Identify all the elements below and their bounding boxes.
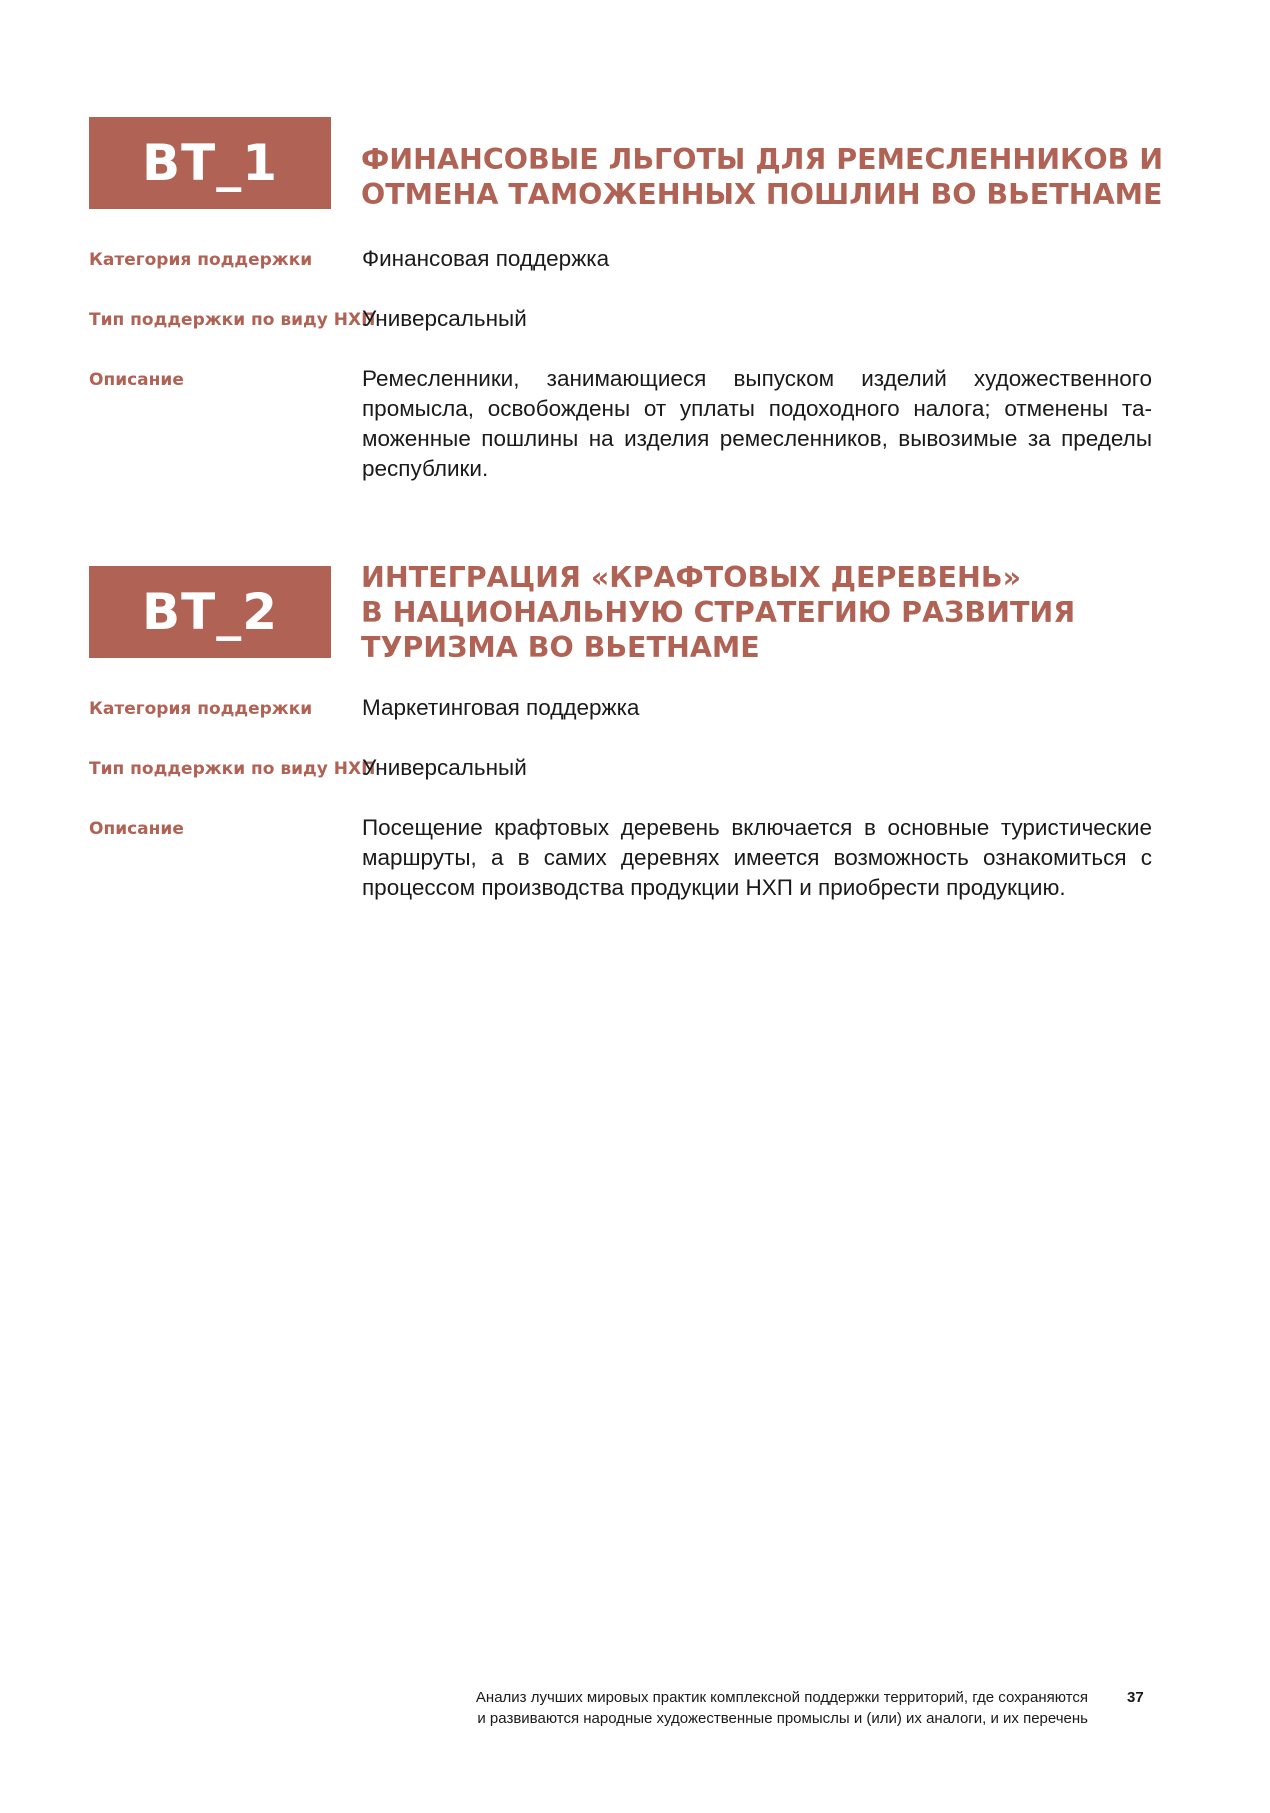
field-label-support-type: Тип поддержки по виду НХП	[89, 310, 376, 330]
page-number: 37	[1127, 1689, 1144, 1706]
field-value-category: Маркетинговая поддержка	[362, 695, 640, 720]
field-label-support-type: Тип поддержки по виду НХП	[89, 759, 376, 779]
section-code-badge: BT_1	[89, 117, 331, 209]
field-label-category: Категория поддержки	[89, 250, 313, 270]
section-title: ФИНАНСОВЫЕ ЛЬГОТЫ ДЛЯ РЕМЕСЛЕННИКОВ И ОТМЕНА ТАМОЖЕННЫХ ПОШЛИН ВО ВЬЕТНАМЕ	[361, 143, 1164, 211]
field-value-description: Посещение крафтовых деревень включается в основные туристические маршруты, а в самих деревнях имеется возможность ознакомиться с процессом производства продукции НХП и приобрести продукцию.	[362, 815, 1152, 900]
field-value-support-type: Универсальный	[362, 306, 527, 331]
field-value-description: Ремесленники, занимающиеся выпуском изделий художественного промысла, освобождены от уплаты подоходного налога; отменены таможенные пошлины на изделия ремесленников, вывозимые за пределы республики.	[362, 366, 1152, 481]
footer-caption: Анализ лучших мировых практик комплексной поддержки территорий, где сохраняются и развиваются народные художественные промыслы и (или) их аналоги, и их перечень	[475, 1689, 1088, 1727]
section-code-badge: BT_2	[89, 566, 331, 658]
field-label-description: Описание	[89, 370, 184, 390]
field-label-description: Описание	[89, 819, 184, 839]
section-title: ИНТЕГРАЦИЯ «КРАФТОВЫХ ДЕРЕВЕНЬ» В НАЦИОНАЛЬНУЮ СТРАТЕГИЮ РАЗВИТИЯ ТУРИЗМА ВО ВЬЕТНАМЕ	[361, 561, 1076, 664]
field-value-category: Финансовая поддержка	[362, 246, 610, 271]
field-value-support-type: Универсальный	[362, 755, 527, 780]
field-label-category: Категория поддержки	[89, 699, 313, 719]
